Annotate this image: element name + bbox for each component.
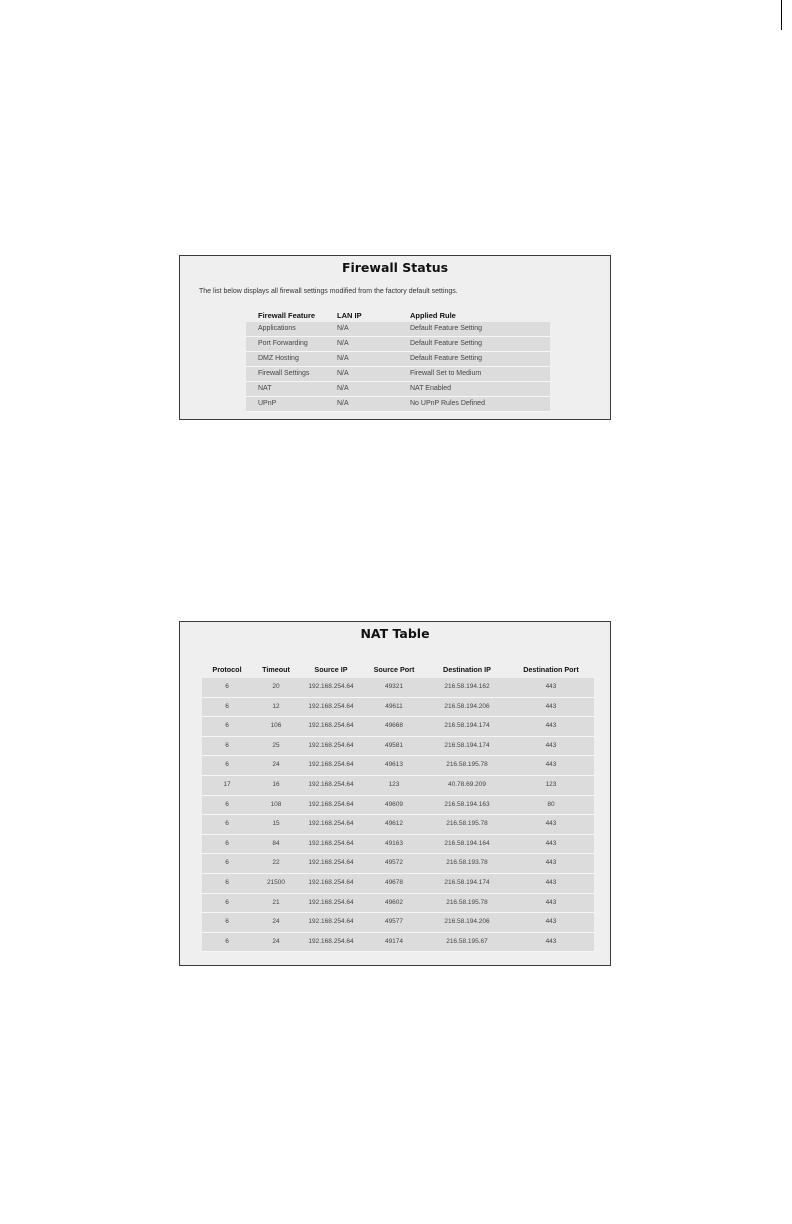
cell-source-port: 49174	[362, 932, 426, 952]
cell-source-ip: 192.168.254.64	[300, 932, 362, 952]
cell-firewall-feature: Port Forwarding	[246, 337, 325, 352]
cell-timeout: 21	[252, 893, 300, 913]
table-row	[202, 932, 594, 952]
cell-timeout: 24	[252, 932, 300, 952]
table-row	[246, 322, 550, 337]
cell-destination-port: 443	[508, 873, 594, 893]
cell-destination-port: 443	[508, 756, 594, 776]
cell-source-port: 49612	[362, 815, 426, 835]
cell-applied-rule: Firewall Set to Medium	[398, 367, 550, 382]
cell-source-port: 49577	[362, 913, 426, 933]
cell-source-ip: 192.168.254.64	[300, 678, 362, 697]
cell-protocol: 6	[202, 854, 252, 874]
column-header-applied-rule: Applied Rule	[410, 311, 456, 320]
nat-table-panel	[179, 621, 611, 966]
nat-table-title: NAT Table	[360, 626, 430, 641]
cell-destination-ip: 216.58.194.206	[426, 697, 508, 717]
table-row	[202, 795, 594, 815]
cell-source-ip: 192.168.254.64	[300, 795, 362, 815]
cell-timeout: 22	[252, 854, 300, 874]
cell-destination-ip: 40.78.69.209	[426, 775, 508, 795]
column-header-firewall-feature: Firewall Feature	[258, 311, 316, 320]
cell-protocol: 6	[202, 795, 252, 815]
cell-source-ip: 192.168.254.64	[300, 815, 362, 835]
firewall-status-title: Firewall Status	[341, 260, 449, 275]
cell-source-ip: 192.168.254.64	[300, 893, 362, 913]
table-row	[202, 756, 594, 776]
cell-destination-port: 443	[508, 717, 594, 737]
cell-timeout: 24	[252, 913, 300, 933]
table-row	[246, 367, 550, 382]
cell-destination-port: 443	[508, 932, 594, 952]
cell-protocol: 6	[202, 756, 252, 776]
cell-applied-rule: No UPnP Rules Defined	[398, 397, 550, 412]
cell-timeout: 12	[252, 697, 300, 717]
cell-firewall-feature: Applications	[246, 322, 325, 337]
cell-source-port: 49163	[362, 834, 426, 854]
table-row	[202, 854, 594, 874]
cell-timeout: 15	[252, 815, 300, 835]
cell-lan-ip: N/A	[325, 397, 398, 412]
column-header-destination-ip: Destination IP	[443, 665, 491, 674]
cell-source-ip: 192.168.254.64	[300, 736, 362, 756]
cell-protocol: 6	[202, 717, 252, 737]
cell-destination-port: 443	[508, 697, 594, 717]
cell-destination-port: 443	[508, 913, 594, 933]
table-row	[202, 834, 594, 854]
cell-source-ip: 192.168.254.64	[300, 717, 362, 737]
cell-destination-ip: 216.58.195.78	[426, 893, 508, 913]
cell-destination-ip: 216.58.194.163	[426, 795, 508, 815]
cell-protocol: 6	[202, 932, 252, 952]
table-row	[246, 352, 550, 367]
column-header-lan-ip: LAN IP	[337, 311, 362, 320]
cell-applied-rule: Default Feature Setting	[398, 337, 550, 352]
cell-lan-ip: N/A	[325, 352, 398, 367]
cell-source-ip: 192.168.254.64	[300, 775, 362, 795]
cell-source-ip: 192.168.254.64	[300, 834, 362, 854]
cell-timeout: 106	[252, 717, 300, 737]
cell-timeout: 24	[252, 756, 300, 776]
cell-protocol: 6	[202, 913, 252, 933]
table-row	[202, 775, 594, 795]
cell-protocol: 6	[202, 834, 252, 854]
cell-timeout: 108	[252, 795, 300, 815]
cell-firewall-feature: NAT	[246, 382, 325, 397]
cell-destination-ip: 216.58.194.164	[426, 834, 508, 854]
table-row	[202, 873, 594, 893]
column-header-destination-port: Destination Port	[523, 665, 579, 674]
cell-timeout: 20	[252, 678, 300, 697]
cell-destination-port: 443	[508, 736, 594, 756]
cell-source-port: 49611	[362, 697, 426, 717]
column-header-timeout: Timeout	[262, 665, 290, 674]
cell-protocol: 6	[202, 697, 252, 717]
cell-source-port: 49668	[362, 717, 426, 737]
cell-timeout: 21500	[252, 873, 300, 893]
table-row	[246, 397, 550, 412]
table-row	[246, 382, 550, 397]
cell-protocol: 6	[202, 815, 252, 835]
cell-protocol: 6	[202, 736, 252, 756]
table-row	[202, 678, 594, 697]
firewall-status-description: The list below displays all firewall settings modified from the factory default settings.	[199, 288, 458, 295]
cell-firewall-feature: Firewall Settings	[246, 367, 325, 382]
cell-lan-ip: N/A	[325, 322, 398, 337]
cell-source-ip: 192.168.254.64	[300, 697, 362, 717]
cell-source-ip: 192.168.254.64	[300, 854, 362, 874]
column-header-protocol: Protocol	[212, 665, 242, 674]
cell-destination-ip: 216.58.195.67	[426, 932, 508, 952]
table-header-row	[246, 309, 550, 322]
cell-source-port: 49602	[362, 893, 426, 913]
cell-source-port: 49613	[362, 756, 426, 776]
cell-lan-ip: N/A	[325, 367, 398, 382]
cell-destination-ip: 216.58.193.78	[426, 854, 508, 874]
cell-source-ip: 192.168.254.64	[300, 873, 362, 893]
column-header-source-ip: Source IP	[314, 665, 348, 674]
cell-source-port: 49581	[362, 736, 426, 756]
cell-protocol: 6	[202, 678, 252, 697]
cell-destination-ip: 216.58.194.206	[426, 913, 508, 933]
cell-applied-rule: Default Feature Setting	[398, 322, 550, 337]
cell-firewall-feature: UPnP	[246, 397, 325, 412]
table-row	[202, 815, 594, 835]
cell-source-port: 49609	[362, 795, 426, 815]
table-row	[202, 893, 594, 913]
cell-source-ip: 192.168.254.64	[300, 913, 362, 933]
table-header-row	[202, 662, 594, 678]
cell-lan-ip: N/A	[325, 382, 398, 397]
cell-destination-ip: 216.58.194.174	[426, 873, 508, 893]
firewall-status-table	[246, 309, 550, 412]
cell-destination-port: 443	[508, 854, 594, 874]
cell-destination-port: 443	[508, 678, 594, 697]
cell-source-ip: 192.168.254.64	[300, 756, 362, 776]
cell-applied-rule: Default Feature Setting	[398, 352, 550, 367]
cell-timeout: 84	[252, 834, 300, 854]
cell-destination-ip: 216.58.195.78	[426, 815, 508, 835]
cell-destination-ip: 216.58.195.78	[426, 756, 508, 776]
cell-protocol: 6	[202, 893, 252, 913]
cell-protocol: 6	[202, 873, 252, 893]
firewall-status-panel	[179, 255, 611, 420]
cell-destination-port: 443	[508, 834, 594, 854]
nat-table	[202, 662, 594, 952]
cell-destination-port: 443	[508, 893, 594, 913]
cell-lan-ip: N/A	[325, 337, 398, 352]
cell-destination-ip: 216.58.194.174	[426, 717, 508, 737]
cell-source-port: 49678	[362, 873, 426, 893]
cell-timeout: 25	[252, 736, 300, 756]
cell-source-port: 123	[362, 775, 426, 795]
cell-source-port: 49321	[362, 678, 426, 697]
table-row	[202, 913, 594, 933]
table-row	[246, 337, 550, 352]
cell-protocol: 17	[202, 775, 252, 795]
cell-destination-port: 123	[508, 775, 594, 795]
cell-timeout: 16	[252, 775, 300, 795]
table-row	[202, 697, 594, 717]
cell-applied-rule: NAT Enabled	[398, 382, 550, 397]
column-header-source-port: Source Port	[373, 665, 415, 674]
cell-destination-ip: 216.58.194.174	[426, 736, 508, 756]
table-row	[202, 717, 594, 737]
cell-source-port: 49572	[362, 854, 426, 874]
table-row	[202, 736, 594, 756]
cell-destination-port: 80	[508, 795, 594, 815]
crop-mark	[781, 0, 782, 30]
cell-firewall-feature: DMZ Hosting	[246, 352, 325, 367]
cell-destination-ip: 216.58.194.162	[426, 678, 508, 697]
cell-destination-port: 443	[508, 815, 594, 835]
